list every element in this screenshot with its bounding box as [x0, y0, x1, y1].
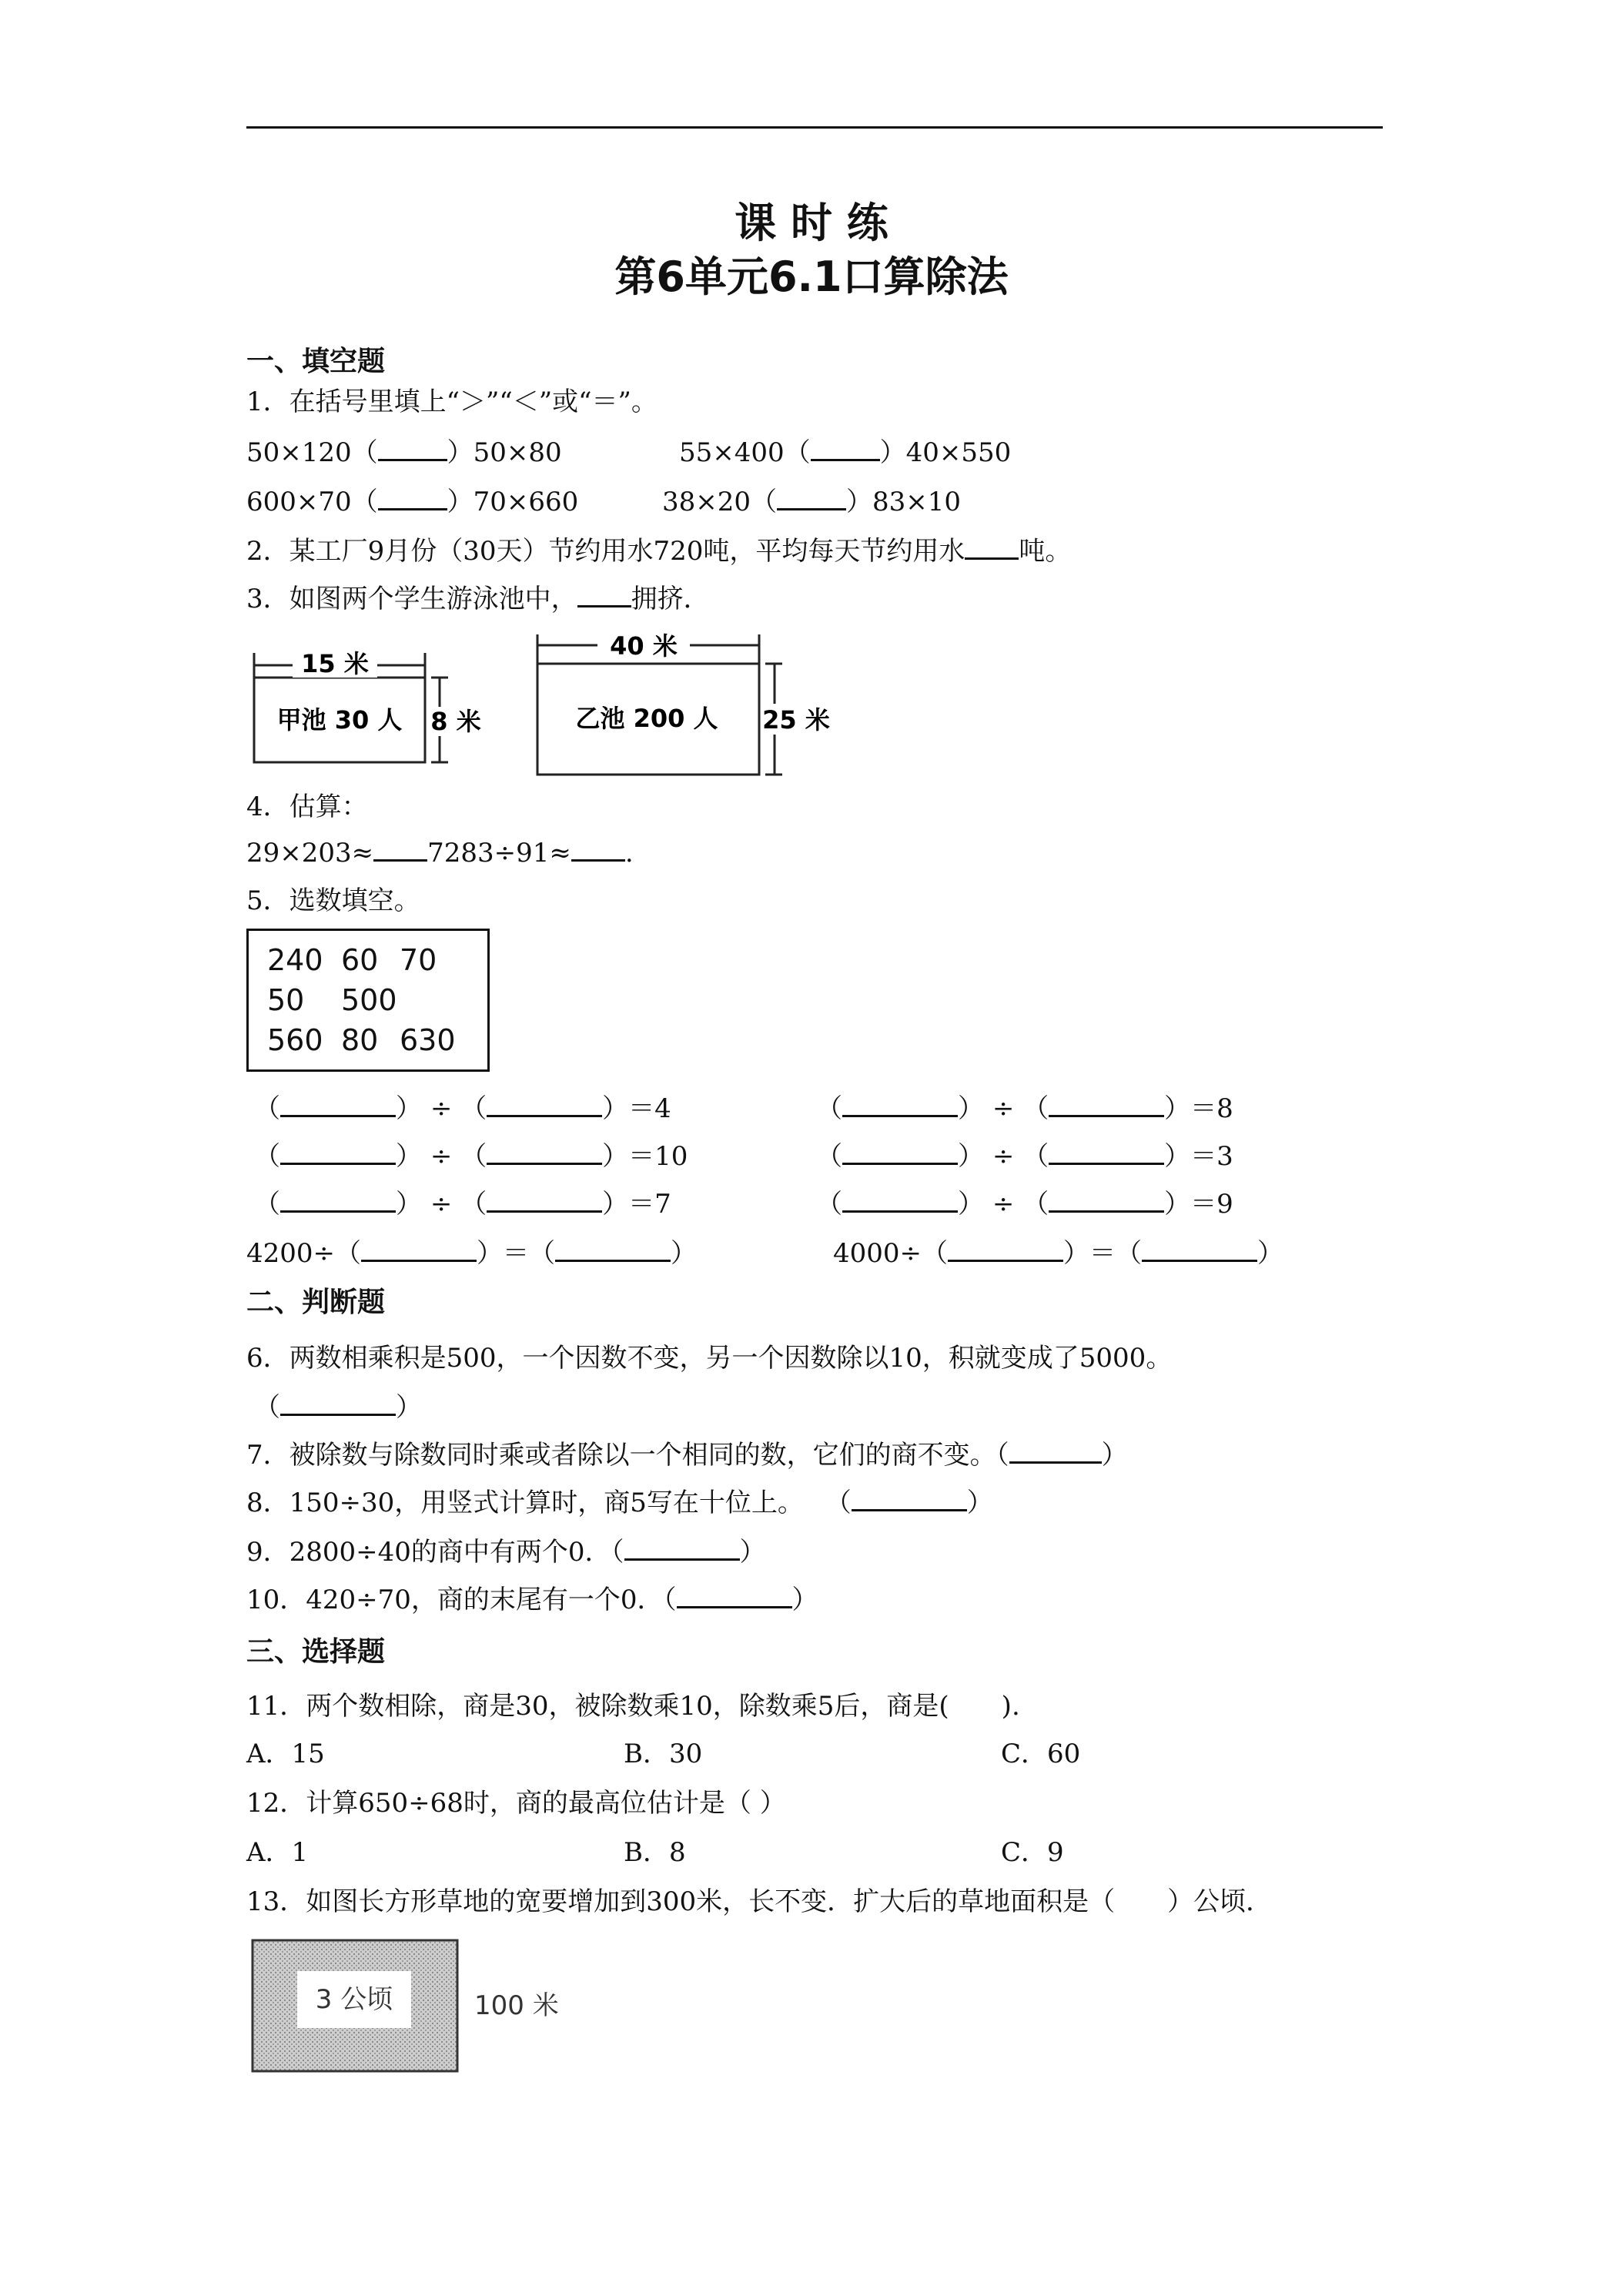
q10: [246, 1583, 818, 1617]
pool-a-height-label: 8 米: [430, 707, 481, 736]
paren-open: （: [816, 1093, 842, 1124]
q3-text: 3．如图两个学生游泳池中，: [246, 584, 577, 614]
number: 50: [267, 983, 305, 1017]
number: 80: [341, 1023, 379, 1057]
q11-stem: 11．两个数相除，商是30，被除数乘10，除数乘5后，商是( ).: [246, 1691, 1020, 1722]
paren-close: ）: [602, 1189, 629, 1220]
section-heading-judge: 二、判断题: [246, 1287, 386, 1318]
q12-option-c[interactable]: C．9: [1001, 1837, 1064, 1868]
paren-close: ）: [791, 1585, 818, 1615]
paren-close: ）: [396, 1189, 422, 1220]
q4-row: [246, 836, 634, 870]
q3-end: 拥挤．: [631, 584, 710, 614]
div-sign: ÷: [992, 1141, 1015, 1172]
paren-close: ）: [1164, 1093, 1191, 1124]
paren-close: ）: [966, 1488, 993, 1518]
answer-blank[interactable]: [373, 836, 427, 862]
answer-blank[interactable]: [280, 1140, 396, 1165]
div-sign: ÷: [992, 1093, 1015, 1124]
div-sign: ÷: [430, 1093, 453, 1124]
grass-diagram: [251, 1939, 574, 2077]
paren-close: ）: [396, 1141, 422, 1172]
pool-b-width-label: 40 米: [610, 631, 678, 661]
q1-r1a-left: 50×120（: [246, 437, 378, 468]
answer-blank[interactable]: [1049, 1187, 1164, 1213]
q1-r2b-right: ）83×10: [846, 487, 962, 517]
paren-open: （: [816, 1189, 842, 1220]
result: ＝7: [628, 1189, 671, 1220]
q5-eq7: [246, 1237, 697, 1270]
result: ＝10: [628, 1141, 688, 1172]
result: ＝9: [1190, 1189, 1233, 1220]
q5-eq1: [254, 1092, 671, 1126]
answer-blank[interactable]: [487, 1140, 602, 1165]
q12-option-b[interactable]: B．8: [624, 1837, 686, 1868]
number: 70: [400, 943, 437, 977]
q4-end: .: [624, 838, 634, 869]
section-heading-choice: 三、选择题: [246, 1636, 386, 1668]
div-sign: ÷: [430, 1141, 453, 1172]
q7: [246, 1438, 1128, 1472]
result: ＝8: [1190, 1093, 1233, 1124]
q1-r1b-left: 55×400（: [679, 437, 811, 468]
q1-r1b-right: ）40×550: [879, 437, 1012, 468]
pool-diagram: [246, 630, 832, 784]
q5-eq2: [816, 1092, 1233, 1126]
q4-stem: 4．估算：: [246, 792, 368, 822]
answer-blank[interactable]: [1049, 1092, 1164, 1117]
paren-close: ）: [602, 1141, 629, 1172]
pool-b-height-label: 25 米: [762, 705, 830, 735]
paren-open: （: [460, 1141, 487, 1172]
paren-close: ）: [739, 1537, 766, 1568]
number-box-row2: [267, 980, 487, 1020]
paren-open: （: [460, 1093, 487, 1124]
q8-text: 8．150÷30，用竖式计算时，商5写在十位上。 （: [246, 1488, 852, 1518]
paren-close: ）: [1164, 1141, 1191, 1172]
q11-option-a[interactable]: A．15: [246, 1739, 325, 1769]
paren-close: ）: [958, 1189, 984, 1220]
q1-row1a: [246, 436, 562, 470]
paren-open: （: [1022, 1093, 1049, 1124]
q5-mid: ）＝（: [1063, 1238, 1143, 1269]
pool-a-width-label: 15 米: [301, 649, 369, 678]
paren-open: （: [254, 1093, 280, 1124]
paren-open: （: [254, 1189, 280, 1220]
answer-blank[interactable]: [948, 1237, 1063, 1262]
q12-stem: 12．计算650÷68时，商的最高位估计是（ ）: [246, 1788, 786, 1819]
div-sign: ÷: [430, 1189, 453, 1220]
q5-eq5: [254, 1187, 671, 1221]
paren-open: （: [816, 1141, 842, 1172]
answer-blank[interactable]: [280, 1187, 396, 1213]
answer-blank[interactable]: [487, 1187, 602, 1213]
paren-close: ）: [958, 1093, 984, 1124]
q6: 6．两数相乘积是500，一个因数不变，另一个因数除以10，积就变成了5000。: [246, 1343, 1173, 1374]
pool-b-label: 乙池 200 人: [575, 704, 718, 733]
q5-eq3: [254, 1140, 688, 1173]
number: 500: [341, 983, 397, 1017]
q1-r1a-right: ）50×80: [447, 437, 562, 468]
answer-blank[interactable]: [777, 485, 846, 510]
answer-blank[interactable]: [965, 534, 1019, 560]
number-box-row1: [267, 940, 487, 980]
answer-blank[interactable]: [378, 436, 447, 461]
pool-a-label: 甲池 30 人: [276, 705, 403, 735]
number: 560: [267, 1023, 323, 1057]
answer-blank[interactable]: [571, 836, 625, 862]
q2: [246, 534, 1071, 568]
q2-text: 2．某工厂9月份（30天）节约用水720吨，平均每天节约用水: [246, 536, 965, 567]
q1-stem: 1．在括号里填上“＞”“＜”或“＝”。: [246, 387, 658, 417]
answer-blank[interactable]: [1049, 1140, 1164, 1165]
page-title: 课 时 练: [735, 199, 888, 247]
section-heading-fill: 一、填空题: [246, 346, 386, 377]
q1-r2b-left: 38×20（: [662, 487, 778, 517]
q3: [246, 582, 710, 616]
answer-blank[interactable]: [577, 582, 631, 607]
page-subtitle: 第6单元6.1口算除法: [614, 253, 1009, 301]
q5-last1-pre: 4200÷（: [246, 1238, 362, 1269]
q2-unit: 吨。: [1019, 536, 1072, 567]
paren-close: ）: [602, 1093, 629, 1124]
answer-blank[interactable]: [624, 1535, 740, 1561]
answer-blank[interactable]: [677, 1583, 792, 1608]
grass-area-label: 3 公顷: [315, 1984, 393, 2015]
q1-r2a-right: ）70×660: [447, 487, 579, 517]
q11-option-c[interactable]: C．60: [1001, 1739, 1081, 1769]
q4-b: 7283÷91≈: [427, 838, 571, 869]
q12-option-a[interactable]: A．1: [246, 1837, 309, 1868]
q1-row2a: [246, 485, 578, 519]
answer-blank[interactable]: [842, 1140, 958, 1165]
q7-text: 7．被除数与除数同时乘或者除以一个相同的数，它们的商不变。（: [246, 1440, 1009, 1471]
result: ＝3: [1190, 1141, 1233, 1172]
q1-row2b: [662, 485, 961, 519]
q5-eq8: [833, 1237, 1283, 1270]
answer-blank[interactable]: [811, 436, 880, 461]
q1-r2a-left: 600×70（: [246, 487, 378, 517]
paren-close: ）: [671, 1238, 698, 1269]
grass-side-label: 100 米: [474, 1990, 559, 2021]
number: 240: [267, 943, 323, 977]
answer-blank[interactable]: [842, 1187, 958, 1213]
result: ＝4: [628, 1093, 671, 1124]
paren-close: ）: [1257, 1238, 1284, 1269]
paren-close: ）: [958, 1141, 984, 1172]
q9-text: 9．2800÷40的商中有两个0．（: [246, 1537, 624, 1568]
paren-close: ）: [1101, 1440, 1128, 1471]
answer-blank[interactable]: [280, 1391, 396, 1416]
paren-close: ）: [396, 1093, 422, 1124]
q5-last2-pre: 4000÷（: [833, 1238, 949, 1269]
q5-eq6: [816, 1187, 1233, 1221]
answer-blank[interactable]: [1142, 1237, 1257, 1262]
q9: [246, 1535, 766, 1569]
number: 60: [341, 943, 379, 977]
number: 630: [400, 1023, 456, 1057]
paren-open: （: [254, 1392, 280, 1423]
paren-open: （: [1022, 1141, 1049, 1172]
q8: [246, 1486, 993, 1520]
q5-mid: ）＝（: [477, 1238, 556, 1269]
q1-row1b: [679, 436, 1011, 470]
answer-blank[interactable]: [378, 485, 447, 510]
answer-blank[interactable]: [280, 1092, 396, 1117]
paren-close: ）: [1164, 1189, 1191, 1220]
header-rule: [246, 126, 1383, 129]
paren-open: （: [460, 1189, 487, 1220]
answer-blank[interactable]: [842, 1092, 958, 1117]
answer-blank[interactable]: [487, 1092, 602, 1117]
q5-stem: 5．选数填空。: [246, 885, 420, 916]
paren-open: （: [1022, 1189, 1049, 1220]
q4-a: 29×203≈: [246, 838, 374, 869]
paren-open: （: [254, 1141, 280, 1172]
paren-close: ）: [396, 1392, 422, 1423]
q6-answer: [254, 1391, 422, 1424]
answer-blank[interactable]: [1009, 1438, 1102, 1464]
q5-eq4: [816, 1140, 1233, 1173]
number-box: [246, 929, 490, 1072]
answer-blank[interactable]: [555, 1237, 671, 1262]
number-box-row3: [267, 1020, 487, 1060]
div-sign: ÷: [992, 1189, 1015, 1220]
answer-blank[interactable]: [852, 1486, 967, 1511]
q10-text: 10．420÷70，商的末尾有一个0．（: [246, 1585, 677, 1615]
q13-stem: 13．如图长方形草地的宽要增加到300米，长不变．扩大后的草地面积是（ ）公顷．: [246, 1886, 1273, 1917]
q11-option-b[interactable]: B．30: [624, 1739, 703, 1769]
answer-blank[interactable]: [361, 1237, 477, 1262]
